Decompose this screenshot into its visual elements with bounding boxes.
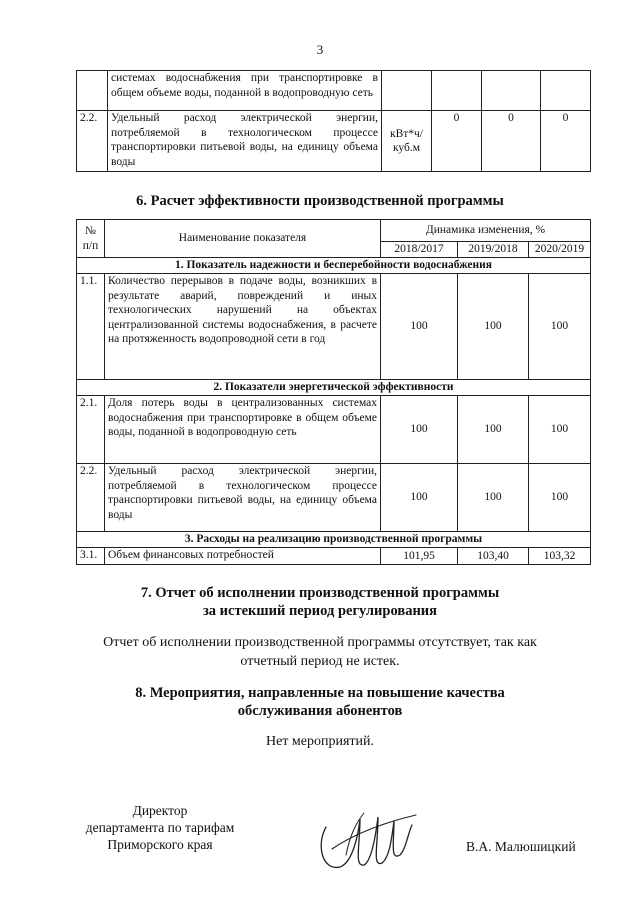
header-name: Наименование показателя (105, 220, 381, 258)
row-number: 2.2. (77, 464, 105, 532)
row-value: 0 (482, 111, 541, 172)
position-line: Директор (132, 803, 188, 818)
section6-title: 6. Расчет эффективности производственной программы (136, 193, 504, 209)
section8-title-line2: обслуживания абонентов (237, 703, 403, 719)
group-title: 2. Показатели энергетической эффективности (77, 380, 591, 396)
row-number: 3.1. (77, 548, 105, 565)
group-title: 1. Показатель надежности и бесперебойности водоснабжения (77, 258, 591, 274)
table-row (77, 464, 591, 532)
row-number: 2.2. (77, 111, 108, 172)
row-value (432, 71, 482, 111)
group-title-row (77, 380, 591, 396)
row-description: системах водоснабжения при транспортировке в общем объеме воды, поданной в водопроводную сеть (108, 71, 382, 111)
section8-title-line1: 8. Мероприятия, направленные на повышение качества (135, 685, 505, 701)
signatory-position (60, 802, 260, 853)
header-period: 2018/2017 (381, 242, 458, 258)
section8-text: Нет мероприятий. (265, 734, 375, 749)
row-value: 100 (529, 396, 591, 464)
row-description: Количество перерывов в подаче воды, возникших в результате аварий, повреждений и иных технологических нарушений на объектах централизованной системы водоснабжения, в расчете на протяженность водопроводной сети в год (105, 274, 381, 380)
row-value: 103,32 (529, 548, 591, 565)
table-row (77, 111, 591, 172)
row-value: 100 (458, 274, 529, 380)
section7-text-line2: отчетный период не истек. (240, 654, 400, 669)
row-unit (382, 71, 432, 111)
table-row (77, 274, 591, 380)
row-value: 100 (381, 396, 458, 464)
row-description: Удельный расход электрической энергии, потребляемой в технологическом процессе транспортировки питьевой воды, на единицу объема воды (105, 464, 381, 532)
row-value: 100 (381, 464, 458, 532)
section7-title-line2: за истекший период регулирования (202, 603, 438, 619)
header-period: 2019/2018 (458, 242, 529, 258)
row-value: 100 (458, 396, 529, 464)
group-title-row (77, 532, 591, 548)
row-value: 100 (529, 464, 591, 532)
row-value (541, 71, 591, 111)
row-value (482, 71, 541, 111)
table-row (77, 548, 591, 565)
row-description: Доля потерь воды в централизованных системах водоснабжения при транспортировке в общем объеме воды, поданной в водопроводную сеть (105, 396, 381, 464)
table-row (77, 71, 591, 111)
signatory-name: В.А. Малюшицкий (466, 839, 576, 854)
table-row (77, 396, 591, 464)
row-value: 100 (529, 274, 591, 380)
handwritten-signature (312, 805, 422, 880)
row-unit: кВт*ч/куб.м (382, 111, 432, 172)
header-dynamics: Динамика изменения, % (381, 220, 591, 242)
efficiency-table (76, 219, 591, 565)
group-title: 3. Расходы на реализацию производственной программы (77, 532, 591, 548)
row-number: 1.1. (77, 274, 105, 380)
position-line: департамента по тарифам (85, 820, 235, 835)
row-value: 0 (541, 111, 591, 172)
header-period: 2020/2019 (529, 242, 591, 258)
row-description: Объем финансовых потребностей (105, 548, 381, 565)
group-title-row (77, 258, 591, 274)
position-line: Приморского края (107, 837, 213, 852)
row-description: Удельный расход электрической энергии, потребляемой в технологическом процессе транспортировки питьевой воды, на единицу объема воды (108, 111, 382, 172)
row-value: 100 (458, 464, 529, 532)
row-value: 103,40 (458, 548, 529, 565)
table-header-row (77, 220, 591, 242)
row-value: 101,95 (381, 548, 458, 565)
continuation-table (76, 70, 591, 172)
row-value: 0 (432, 111, 482, 172)
page-number: 3 (316, 42, 324, 57)
header-num: № п/п (77, 220, 105, 258)
row-number: 2.1. (77, 396, 105, 464)
section7-title-line1: 7. Отчет об исполнении производственной программы (140, 585, 500, 601)
row-value: 100 (381, 274, 458, 380)
section7-text-line1: Отчет об исполнении производственной программы отсутствует, так как (103, 635, 537, 650)
row-number (77, 71, 108, 111)
